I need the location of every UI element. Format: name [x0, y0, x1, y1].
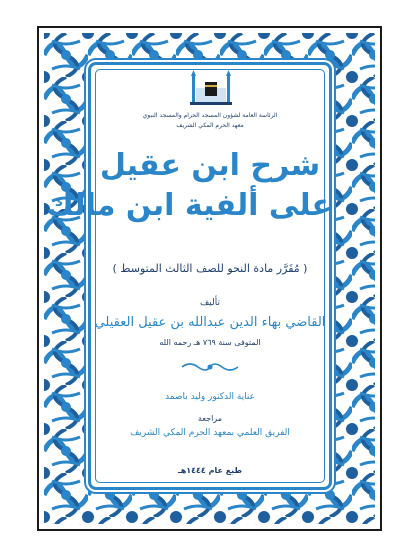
review-label: مراجعة	[197, 414, 222, 423]
review-body: الفريق العلمي بمعهد الحرم المكي الشريف	[130, 428, 290, 438]
edition-year: طبع عام ١٤٤٤هـ	[178, 466, 242, 475]
author-label: تأليف	[199, 298, 221, 308]
title-line-1: شرح ابن عقيل	[99, 148, 321, 183]
divider-ornament	[180, 360, 240, 374]
kaaba-mosque-logo	[188, 70, 234, 106]
title-line-2: على ألفية ابن مالك	[46, 188, 332, 223]
author-death: المتوفى سنة ٧٦٩ هـ رحمه الله	[159, 338, 261, 347]
author-name: القاضي بهاء الدين عبدالله بن عقيل العقيلي	[94, 315, 326, 330]
institution-line-2: معهد الحرم المكي الشريف	[176, 122, 244, 129]
title-subtitle: ( مُقَرَّر مادة النحو للصف الثالث المتوسط )	[112, 262, 308, 275]
institution-line-1: الرئاسة العامة لشؤون المسجد الحرام والمسجد النبوي	[142, 112, 278, 119]
editor-credit: عناية الدكتور وليد باصمد	[164, 392, 256, 402]
